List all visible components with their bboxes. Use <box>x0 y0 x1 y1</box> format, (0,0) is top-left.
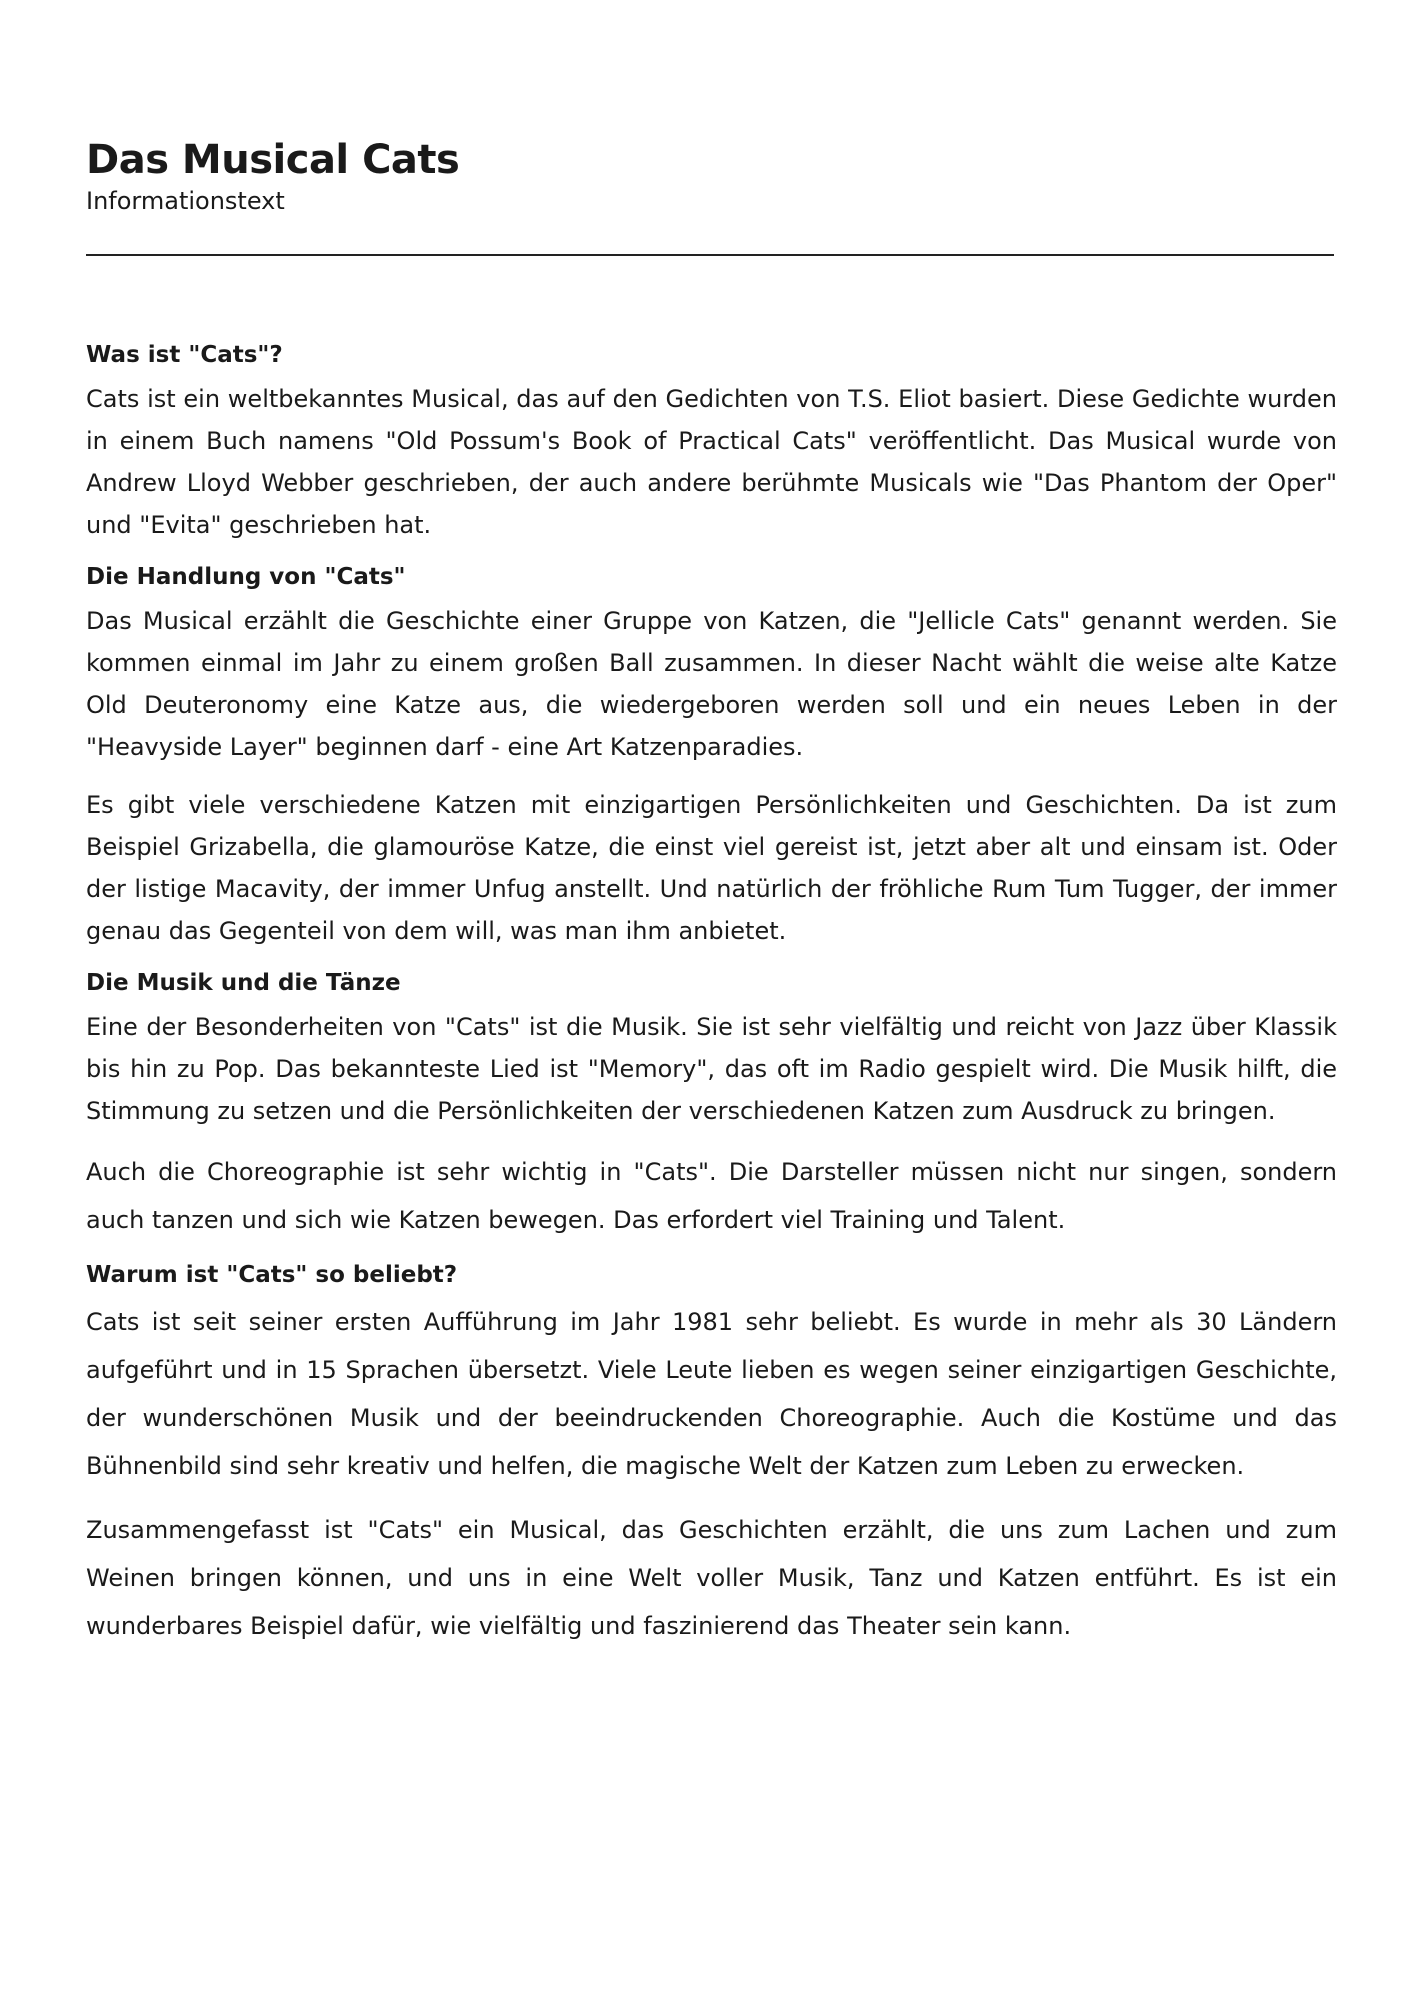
section-musik-taenze <box>86 968 1337 1244</box>
document-body <box>86 340 1337 1650</box>
paragraph: Es gibt viele verschiedene Katzen mit einzigartigen Persönlichkeiten und Geschichten. Da ist zum Beispiel Grizabella, die glamouröse Katze, die einst viel gereist ist, jetzt aber alt und einsam ist. Oder der listige Macavity, der immer Unfug anstellt. Und natürlich der fröhliche Rum Tum Tugger, der immer genau das Gegenteil von dem will, was man ihm anbietet. <box>86 791 1337 945</box>
document-title: Das Musical Cats <box>86 137 460 183</box>
paragraph: Zusammengefasst ist "Cats" ein Musical, das Geschichten erzählt, die uns zum Lachen und zum Weinen bringen können, und uns in eine Welt voller Musik, Tanz und Katzen entführt. Es ist ein wunderbares Beispiel dafür, wie vielfältig und faszinierend das Theater sein kann. <box>86 1516 1337 1640</box>
section-heading: Die Musik und die Tänze <box>86 970 401 996</box>
section-heading: Die Handlung von "Cats" <box>86 564 406 590</box>
section-warum-beliebt <box>86 1260 1337 1650</box>
document-page <box>86 136 1337 1666</box>
paragraph: Das Musical erzählt die Geschichte einer Gruppe von Katzen, die "Jellicle Cats" genannt werden. Sie kommen einmal im Jahr zu einem großen Ball zusammen. In dieser Nacht wählt die weise alte Katze Old Deuteronomy eine Katze aus, die wiedergeboren werden soll und ein neues Leben in der "Heavyside Layer" beginnen darf - eine Art Katzenparadies. <box>86 607 1337 761</box>
paragraph: Eine der Besonderheiten von "Cats" ist die Musik. Sie ist sehr vielfältig und reicht von Jazz über Klassik bis hin zu Pop. Das bekannteste Lied ist "Memory", das oft im Radio gespielt wird. Die Musik hilft, die Stimmung zu setzen und die Persönlichkeiten der verschiedenen Katzen zum Ausdruck zu bringen. <box>86 1013 1337 1125</box>
section-heading: Was ist "Cats"? <box>86 342 283 368</box>
section-was-ist-cats <box>86 340 1337 546</box>
paragraph: Cats ist ein weltbekanntes Musical, das auf den Gedichten von T.S. Eliot basiert. Diese Gedichte wurden in einem Buch namens "Old Possum's Book of Practical Cats" veröffentlicht. Das Musical wurde von Andrew Lloyd Webber geschrieben, der auch andere berühmte Musicals wie "Das Phantom der Oper" und "Evita" geschrieben hat. <box>86 385 1337 539</box>
section-heading: Warum ist "Cats" so beliebt? <box>86 1262 458 1288</box>
paragraph: Cats ist seit seiner ersten Aufführung im Jahr 1981 sehr beliebt. Es wurde in mehr als 30 Ländern aufgeführt und in 15 Sprachen übersetzt. Viele Leute lieben es wegen seiner einzigartigen Geschichte, der wunderschönen Musik und der beeindruckenden Choreographie. Auch die Kostüme und das Bühnenbild sind sehr kreativ und helfen, die magische Welt der Katzen zum Leben zu erwecken. <box>86 1308 1337 1480</box>
document-subtitle: Informationstext <box>86 187 285 215</box>
paragraph: Auch die Choreographie ist sehr wichtig in "Cats". Die Darsteller müssen nicht nur singen, sondern auch tanzen und sich wie Katzen bewegen. Das erfordert viel Training und Talent. <box>86 1158 1337 1234</box>
section-handlung <box>86 562 1337 952</box>
title-divider <box>86 254 1334 256</box>
